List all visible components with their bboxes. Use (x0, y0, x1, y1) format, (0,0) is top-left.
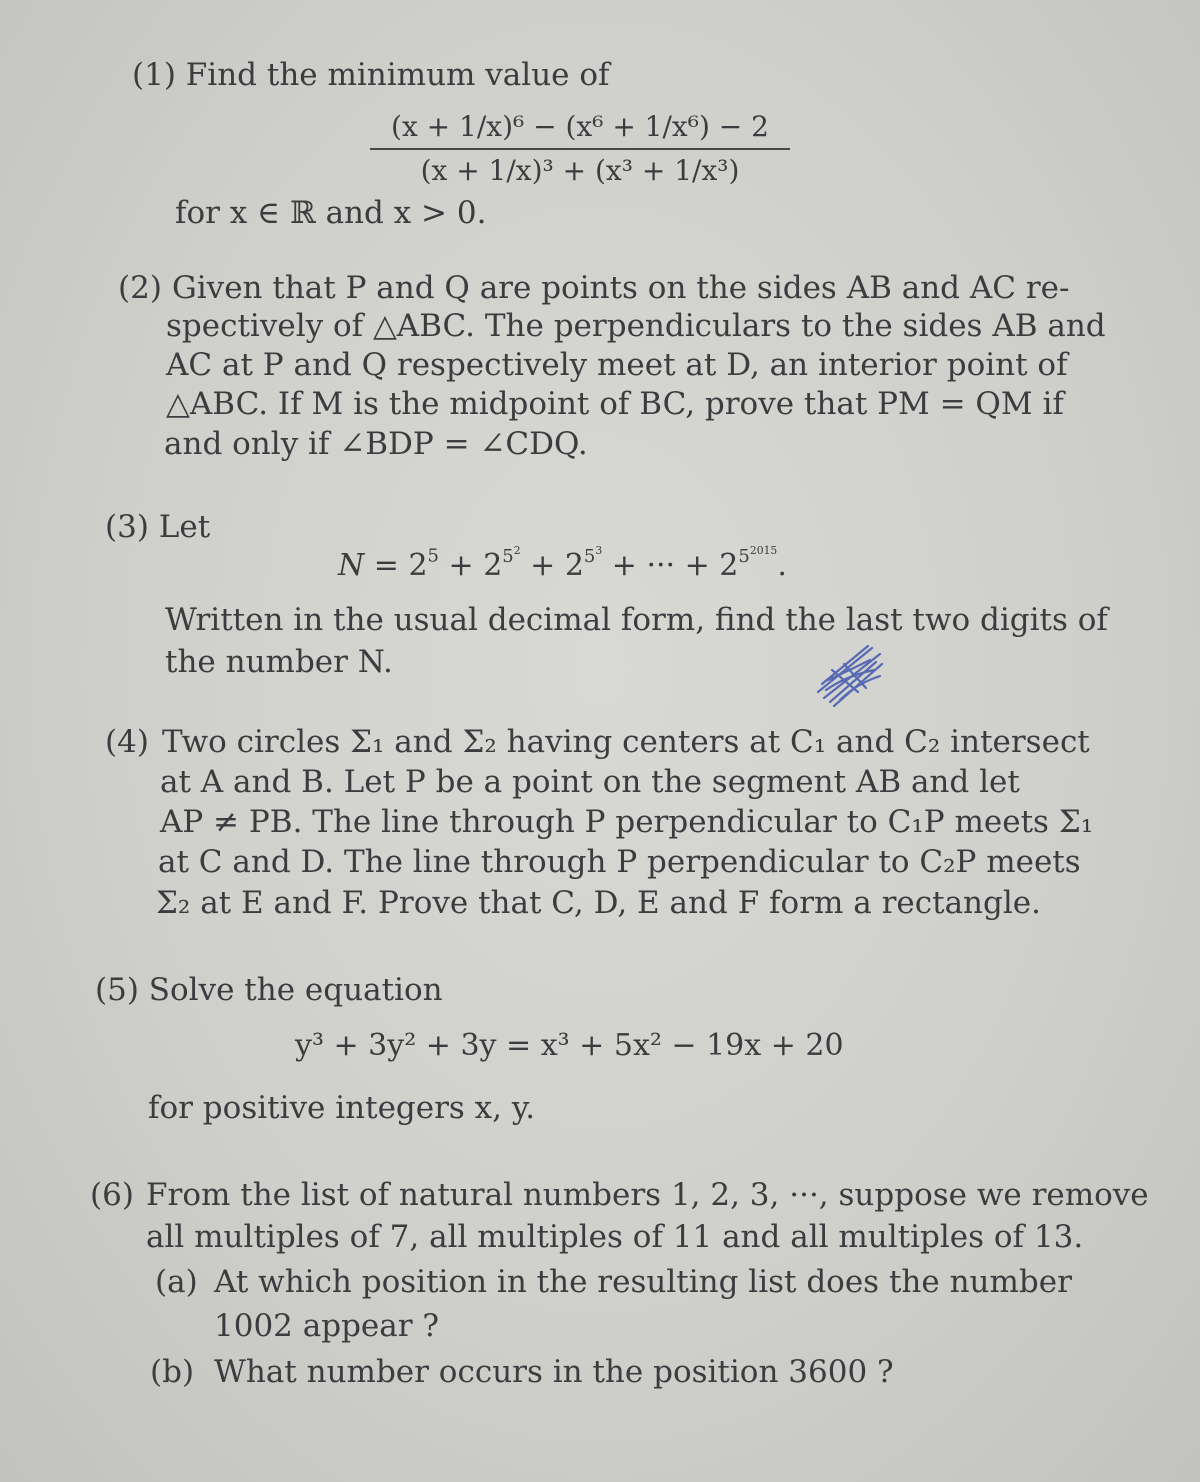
problem-5-intro: Solve the equation (148, 972, 443, 1008)
problem-1-line2: for x ∈ ℝ and x > 0. (175, 195, 487, 231)
problem-6a-label: (a) (155, 1264, 198, 1300)
problem-5-line2: for positive integers x, y. (148, 1090, 536, 1126)
problem-3-equation: $N = 2^5 + 2^{5^2} + 2^{5^3}$ + ··· + $2^{5^{2015}}$. (338, 543, 787, 583)
problem-4-line: Two circles Σ₁ and Σ₂ having centers at C₁ and C₂ intersect (162, 724, 1090, 760)
problem-5-equation: y³ + 3y² + 3y = x³ + 5x² − 19x + 20 (295, 1028, 844, 1063)
pen-scribble-mark (810, 640, 890, 710)
problem-1-numerator: (x + 1/x)⁶ − (x⁶ + 1/x⁶) − 2 (391, 110, 769, 143)
problem-6-line: all multiples of 7, all multiples of 11 and all multiples of 13. (146, 1219, 1084, 1255)
problem-4-line: at C and D. The line through P perpendicular to C₂P meets (158, 844, 1081, 880)
problem-2-line: spectively of △ABC. The perpendiculars to the sides AB and (166, 308, 1106, 344)
problem-4-line: at A and B. Let P be a point on the segment AB and let (160, 764, 1020, 800)
problem-3-line: the number N. (165, 644, 393, 680)
problem-1-header (132, 55, 610, 95)
problem-2-line: AC at P and Q respectively meet at D, an interior point of (166, 347, 1068, 383)
problem-3-line: Written in the usual decimal form, find the last two digits of (165, 602, 1108, 638)
problem-1-line1: Find the minimum value of (185, 57, 610, 93)
problem-2-line: △ABC. If M is the midpoint of BC, prove that PM = QM if (166, 386, 1064, 422)
problem-2-line: and only if ∠BDP = ∠CDQ. (164, 426, 588, 462)
problem-2-line: Given that P and Q are points on the sides AB and AC re- (172, 270, 1070, 306)
problem-1-fraction (370, 108, 790, 190)
fraction-bar (370, 148, 790, 150)
problem-4-line: Σ₂ at E and F. Prove that C, D, E and F form a rectangle. (156, 885, 1041, 921)
problem-5-header (95, 970, 443, 1010)
problem-3-header (105, 507, 210, 547)
problem-1-denominator: (x + 1/x)³ + (x³ + 1/x³) (420, 154, 740, 187)
problem-6a-line: At which position in the resulting list does the number (214, 1264, 1072, 1300)
problem-6-line: From the list of natural numbers 1, 2, 3, ···, suppose we remove (146, 1177, 1149, 1213)
problem-2-number: (2) (118, 270, 162, 306)
problem-6b-label: (b) (150, 1354, 195, 1390)
problem-6a-line: 1002 appear ? (214, 1308, 440, 1344)
problem-4-line: AP ≠ PB. The line through P perpendicular to C₁P meets Σ₁ (160, 804, 1094, 840)
problem-6-number: (6) (90, 1177, 134, 1213)
problem-6b-line: What number occurs in the position 3600 ? (214, 1354, 894, 1390)
problem-3-intro: Let (158, 509, 211, 545)
problem-5-number: (5) (95, 972, 139, 1008)
problem-1-number: (1) (132, 57, 176, 93)
problem-3-number: (3) (105, 509, 149, 545)
problem-4-number: (4) (105, 724, 149, 760)
